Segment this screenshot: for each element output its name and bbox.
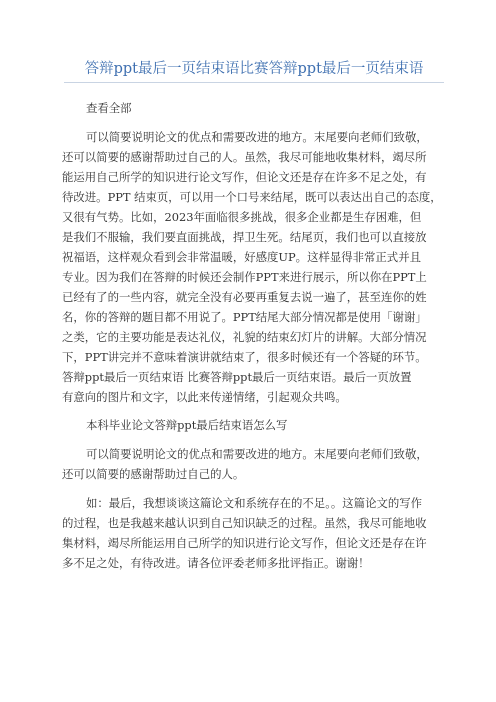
- paragraph-3: [62, 493, 438, 573]
- paragraph-1-line: 待改进。PPT 结束页，可以用一个口号来结尾，既可以表达出自己的态度，: [62, 190, 442, 204]
- paragraph-1-line: 之类，它的主要功能是表达礼仪，礼貌的结束幻灯片的讲解。大部分情况: [62, 330, 427, 344]
- paragraph-1-line: 专业。因为我们在答辩的时候还会制作PPT来进行展示，所以你在PPT上: [62, 270, 427, 284]
- paragraph-1-line: 已经有了的一些内容，就完全没有必要再重复去说一遍了，甚至连你的姓: [62, 290, 427, 304]
- paragraph-1-line: 答辩ppt最后一页结束语 比赛答辩ppt最后一页结束语。最后一页放置: [62, 370, 412, 384]
- paragraph-1-line: 祝福语，这样观众看到会非常温暖，好感度UP。这样显得非常正式并且: [62, 250, 421, 264]
- paragraph-1-line: 下，PPT讲完并不意味着演讲就结束了，很多时候还有一个答疑的环节。: [62, 350, 427, 364]
- paragraph-1: [62, 127, 442, 407]
- see-all-link[interactable]: 查看全部: [86, 101, 132, 115]
- paragraph-1-line: 能运用自己所学的知识进行论文写作，但论文还是存在许多不足之处，有: [62, 170, 427, 184]
- section-heading: 本科毕业论文答辩ppt最后结束语怎么写: [86, 418, 288, 432]
- paragraph-1-line: 有意向的图片和文字，以此来传递情绪，引起观众共鸣。: [62, 390, 347, 404]
- paragraph-3-line: 多不足之处，有待改进。请各位评委老师多批评指正。谢谢！: [62, 556, 370, 570]
- paragraph-2: [62, 444, 438, 484]
- paragraph-1-line: 可以简要说明论文的优点和需要改进的地方。末尾要向老师们致敬，: [86, 130, 428, 144]
- paragraph-1-line: 名，你的答辩的题目都不用说了。PPT结尾大部分情况都是使用「谢谢」: [62, 310, 427, 324]
- paragraph-3-line: 的过程，也是我越来越认识到自己知识缺乏的过程。虽然，我尽可能地收: [62, 516, 427, 530]
- document-title: 答辩ppt最后一页结束语比赛答辩ppt最后一页结束语: [64, 60, 444, 83]
- paragraph-3-line: 如：最后，我想谈谈这篇论文和系统存在的不足。。这篇论文的写作: [86, 496, 423, 510]
- paragraph-1-line: 是我们不服输，我们要直面挑战，捍卫生死。结尾页，我们也可以直接放: [62, 230, 427, 244]
- paragraph-1-line: 又很有气势。比如，2023年面临很多挑战，很多企业都是生存困难，但: [62, 210, 422, 224]
- paragraph-3-line: 集材料，竭尽所能运用自己所学的知识进行论文写作，但论文还是存在许: [62, 536, 427, 550]
- paragraph-1-line: 还可以简要的感谢帮助过自己的人。虽然，我尽可能地收集材料，竭尽所: [62, 150, 427, 164]
- paragraph-2-line: 可以简要说明论文的优点和需要改进的地方。末尾要向老师们致敬，: [86, 447, 428, 461]
- paragraph-2-line: 还可以简要的感谢帮助过自己的人。: [62, 467, 245, 481]
